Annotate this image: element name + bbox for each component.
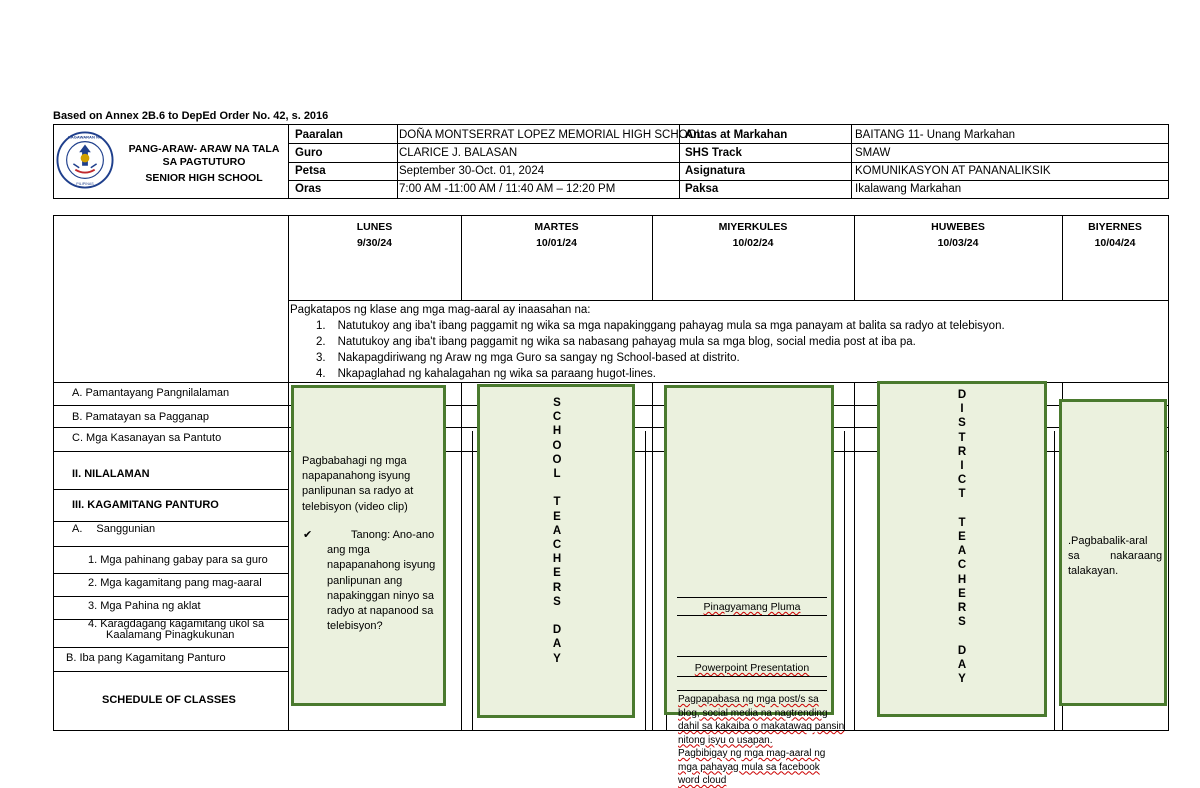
day-header-lunes: LUNES 9/30/24 (356, 221, 393, 249)
vertical-letter: E (958, 531, 966, 544)
value-paksa: Ikalawang Markahan (855, 183, 962, 195)
value-track: SMAW (855, 147, 891, 159)
vertical-letter: C (552, 411, 562, 424)
vertical-letter: D (957, 389, 967, 401)
vertical-letter: C (552, 539, 562, 552)
district-teachers-day-vertical-text (954, 388, 970, 686)
vertical-letter: E (553, 510, 561, 523)
vertical-letter: O (552, 439, 562, 452)
vertical-letter: T (958, 431, 966, 444)
vertical-letter: R (552, 581, 562, 594)
vertical-letter: T (958, 488, 966, 501)
row-schedule-of-classes: SCHEDULE OF CLASSES (102, 694, 236, 706)
vertical-letter: T (958, 516, 966, 529)
label-petsa: Petsa (295, 165, 326, 177)
objective-4: 4. Nkapaglahad ng kahalagahan ng wika sa paraang hugot-lines. (316, 368, 656, 380)
vertical-letter: O (552, 453, 562, 466)
svg-text:PILIPINAS: PILIPINAS (76, 182, 94, 187)
label-paksa: Paksa (685, 183, 719, 195)
vertical-letter: A (957, 545, 967, 558)
value-guro: CLARICE J. BALASAN (399, 147, 518, 159)
vertical-letter: L (553, 468, 561, 481)
objective-3: 3. Nakapagdiriwang ng Araw ng mga Guro sa sangay ng School-based at distrito. (316, 352, 740, 364)
day-header-biyernes: BIYERNES 10/04/24 (1088, 221, 1142, 249)
day-header-martes: MARTES 10/01/24 (534, 221, 579, 249)
row-iba-pang-kagamitan: B. Iba pang Kagamitang Panturo (66, 652, 226, 664)
row-karagdagang-kagamitan: 4. Karagdagang kagamitang ukol sa Kaalamang Pinagkukunan (88, 618, 265, 641)
value-asignatura: KOMUNIKASYON AT PANANALIKSIK (855, 165, 1051, 177)
objective-1: 1. Natutukoy ang iba't ibang paggamit ng wika sa mga napakinggang pahayag mula sa mga panayam at balita sa radyo at telebisyon. (316, 320, 1005, 332)
day-header-miyerkules: MIYERKULES 10/02/24 (718, 221, 788, 249)
value-oras: 7:00 AM -11:00 AM / 11:40 AM – 12:20 PM (399, 183, 616, 195)
vertical-letter: E (553, 567, 561, 580)
label-paaralan: Paaralan (295, 129, 343, 141)
row-gabay-guro: 1. Mga pahinang gabay para sa guro (88, 554, 268, 566)
miyerkules-activity-text: Pagpapabasa ng mga post/s sa blog, social media na nagtrending dahil sa kakaiba o makatawag pansin nitong isyu o usapan. Pagbibigay ng mga mag-aaral ng mga pahayag mula sa facebook word cloud (678, 694, 845, 786)
value-petsa: September 30-Oct. 01, 2024 (399, 165, 545, 177)
lunes-activity-text: Pagbabahagi ng mga napapanahong isyung panlipunan sa radyo at telebisyon (video clip) (302, 455, 414, 513)
vertical-letter: R (957, 445, 967, 458)
label-oras: Oras (295, 183, 322, 195)
vertical-letter: A (957, 658, 967, 671)
row-pamantayang-pangnilalaman: A. Pamantayang Pangnilalaman (72, 387, 230, 399)
vertical-letter (549, 609, 565, 623)
row-pamantayan-pagganap: B. Pamatayan sa Pagganap (72, 411, 209, 423)
label-track: SHS Track (685, 147, 742, 159)
vertical-letter: S (958, 616, 966, 629)
vertical-letter: E (958, 587, 966, 600)
vertical-letter: H (552, 553, 562, 566)
vertical-letter: I (960, 403, 964, 416)
value-paaralan: DOÑA MONTSERRAT LOPEZ MEMORIAL HIGH SCHOOL (399, 129, 703, 141)
biyernes-activity-text: .Pagbabalik-aral sa nakaraang talakayan. (1068, 535, 1163, 577)
powerpoint-presentation-label: Powerpoint Presentation (694, 662, 810, 674)
vertical-letter (954, 502, 970, 516)
row-kagamitang-panturo: III. KAGAMITANG PANTURO (72, 499, 219, 511)
vertical-letter: H (552, 425, 562, 438)
checkmark-icon: ✔ (303, 529, 313, 541)
school-teachers-day-vertical-text (549, 396, 565, 666)
vertical-letter: I (960, 460, 964, 473)
objectives-intro: Pagkatapos ng klase ang mga mag-aaral ay inaasahan na: (290, 304, 591, 316)
row-pahina-aklat: 3. Mga Pahina ng aklat (88, 600, 201, 612)
row-kasanayan: C. Mga Kasanayan sa Pantuto (72, 432, 222, 444)
vertical-letter: S (958, 417, 966, 430)
objective-2: 2. Natutukoy ang iba't ibang paggamit ng wika sa nabasang pahayag mula sa mga blog, social media post at iba pa. (316, 336, 916, 348)
vertical-letter: H (957, 573, 967, 586)
vertical-letter: Y (553, 652, 561, 665)
vertical-letter (549, 481, 565, 495)
vertical-letter: Y (958, 673, 966, 686)
vertical-letter: D (957, 644, 967, 657)
vertical-letter: R (957, 602, 967, 615)
svg-text:KAGAWARAN NG: KAGAWARAN NG (67, 134, 103, 140)
value-antas: BAITANG 11- Unang Markahan (855, 129, 1016, 141)
form-title: PANG-ARAW- ARAW NA TALA SA PAGTUTURO SENIOR HIGH SCHOOL (128, 143, 280, 184)
vertical-letter: D (552, 624, 562, 637)
label-guro: Guro (295, 147, 323, 159)
lunes-question: Tanong: Ano-ano ang mga napapanahong isyung panlipunan ang napakinggan ninyo sa radyo at napanood sa telebisyon? (327, 529, 436, 633)
label-antas: Antas at Markahan (685, 129, 788, 141)
row-nilalaman: II. NILALAMAN (72, 468, 150, 480)
vertical-letter: C (957, 559, 967, 572)
label-asignatura: Asignatura (685, 165, 746, 177)
vertical-letter (954, 629, 970, 643)
pinagyamang-pluma-label: Pinagyamang Pluma (703, 601, 801, 613)
vertical-letter: S (553, 397, 561, 409)
row-sanggunian: A. Sanggunian (72, 523, 156, 535)
vertical-letter: A (552, 524, 562, 537)
vertical-letter: S (553, 595, 561, 608)
vertical-letter: T (553, 496, 561, 509)
annex-reference: Based on Annex 2B.6 to DepEd Order No. 42, s. 2016 (53, 110, 329, 122)
day-header-huwebes: HUWEBES 10/03/24 (931, 221, 985, 249)
vertical-letter: A (552, 638, 562, 651)
vertical-letter: C (957, 474, 967, 487)
row-kagamitang-mag-aaral: 2. Mga kagamitang pang mag-aaral (88, 577, 262, 589)
